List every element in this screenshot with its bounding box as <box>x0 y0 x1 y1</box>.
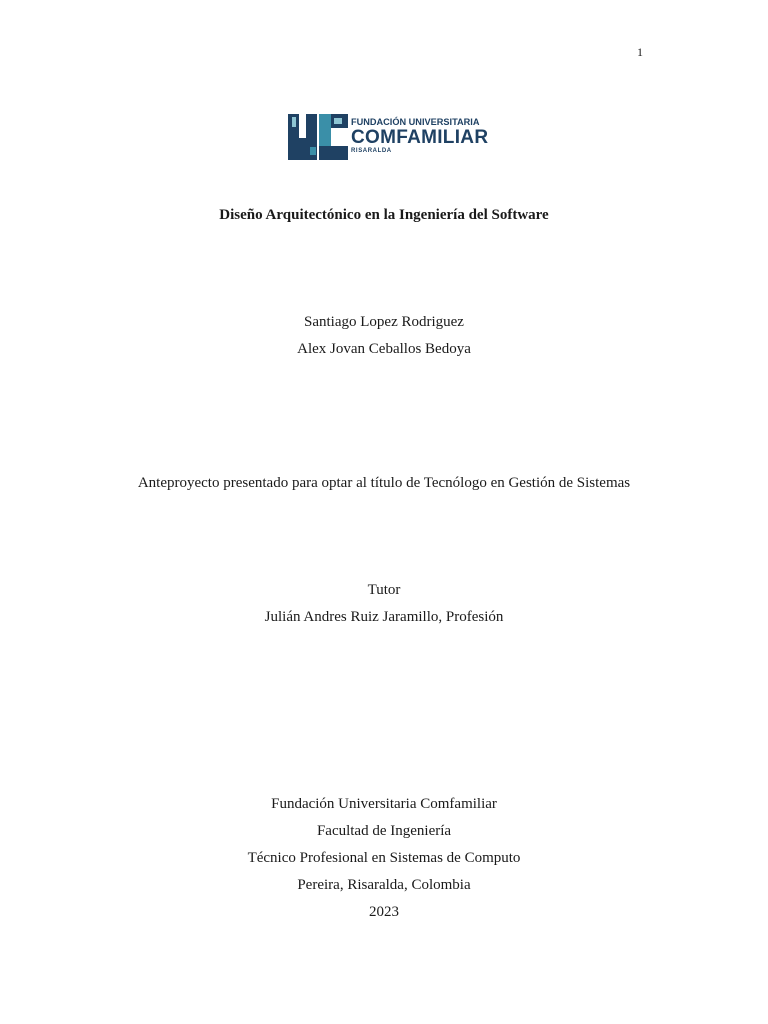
logo-line-1: FUNDACIÓN UNIVERSITARIA <box>351 117 480 127</box>
logo-line-2: COMFAMILIAR <box>351 127 489 148</box>
logo-line-3: RISARALDA <box>351 148 392 154</box>
purpose-statement: Anteproyecto presentado para optar al título de Tecnólogo en Gestión de Sistemas <box>137 475 631 491</box>
faculty-name: Facultad de Ingeniería <box>316 823 452 839</box>
author-1: Santiago Lopez Rodriguez <box>304 314 464 330</box>
document-title: Diseño Arquitectónico en la Ingeniería del Software <box>219 207 549 223</box>
institution-logo <box>288 114 489 160</box>
logo-mark-icon <box>288 114 348 160</box>
tutor-label: Tutor <box>367 582 401 598</box>
logo-wordmark <box>351 117 488 155</box>
location: Pereira, Risaralda, Colombia <box>297 877 471 893</box>
year: 2023 <box>369 904 399 920</box>
page-number: 1 <box>637 45 643 59</box>
author-2: Alex Jovan Ceballos Bedoya <box>297 341 471 357</box>
institution-name: Fundación Universitaria Comfamiliar <box>271 796 497 812</box>
tutor-name: Julián Andres Ruiz Jaramillo, Profesión <box>264 609 504 625</box>
program-name: Técnico Profesional en Sistemas de Computo <box>247 850 521 866</box>
